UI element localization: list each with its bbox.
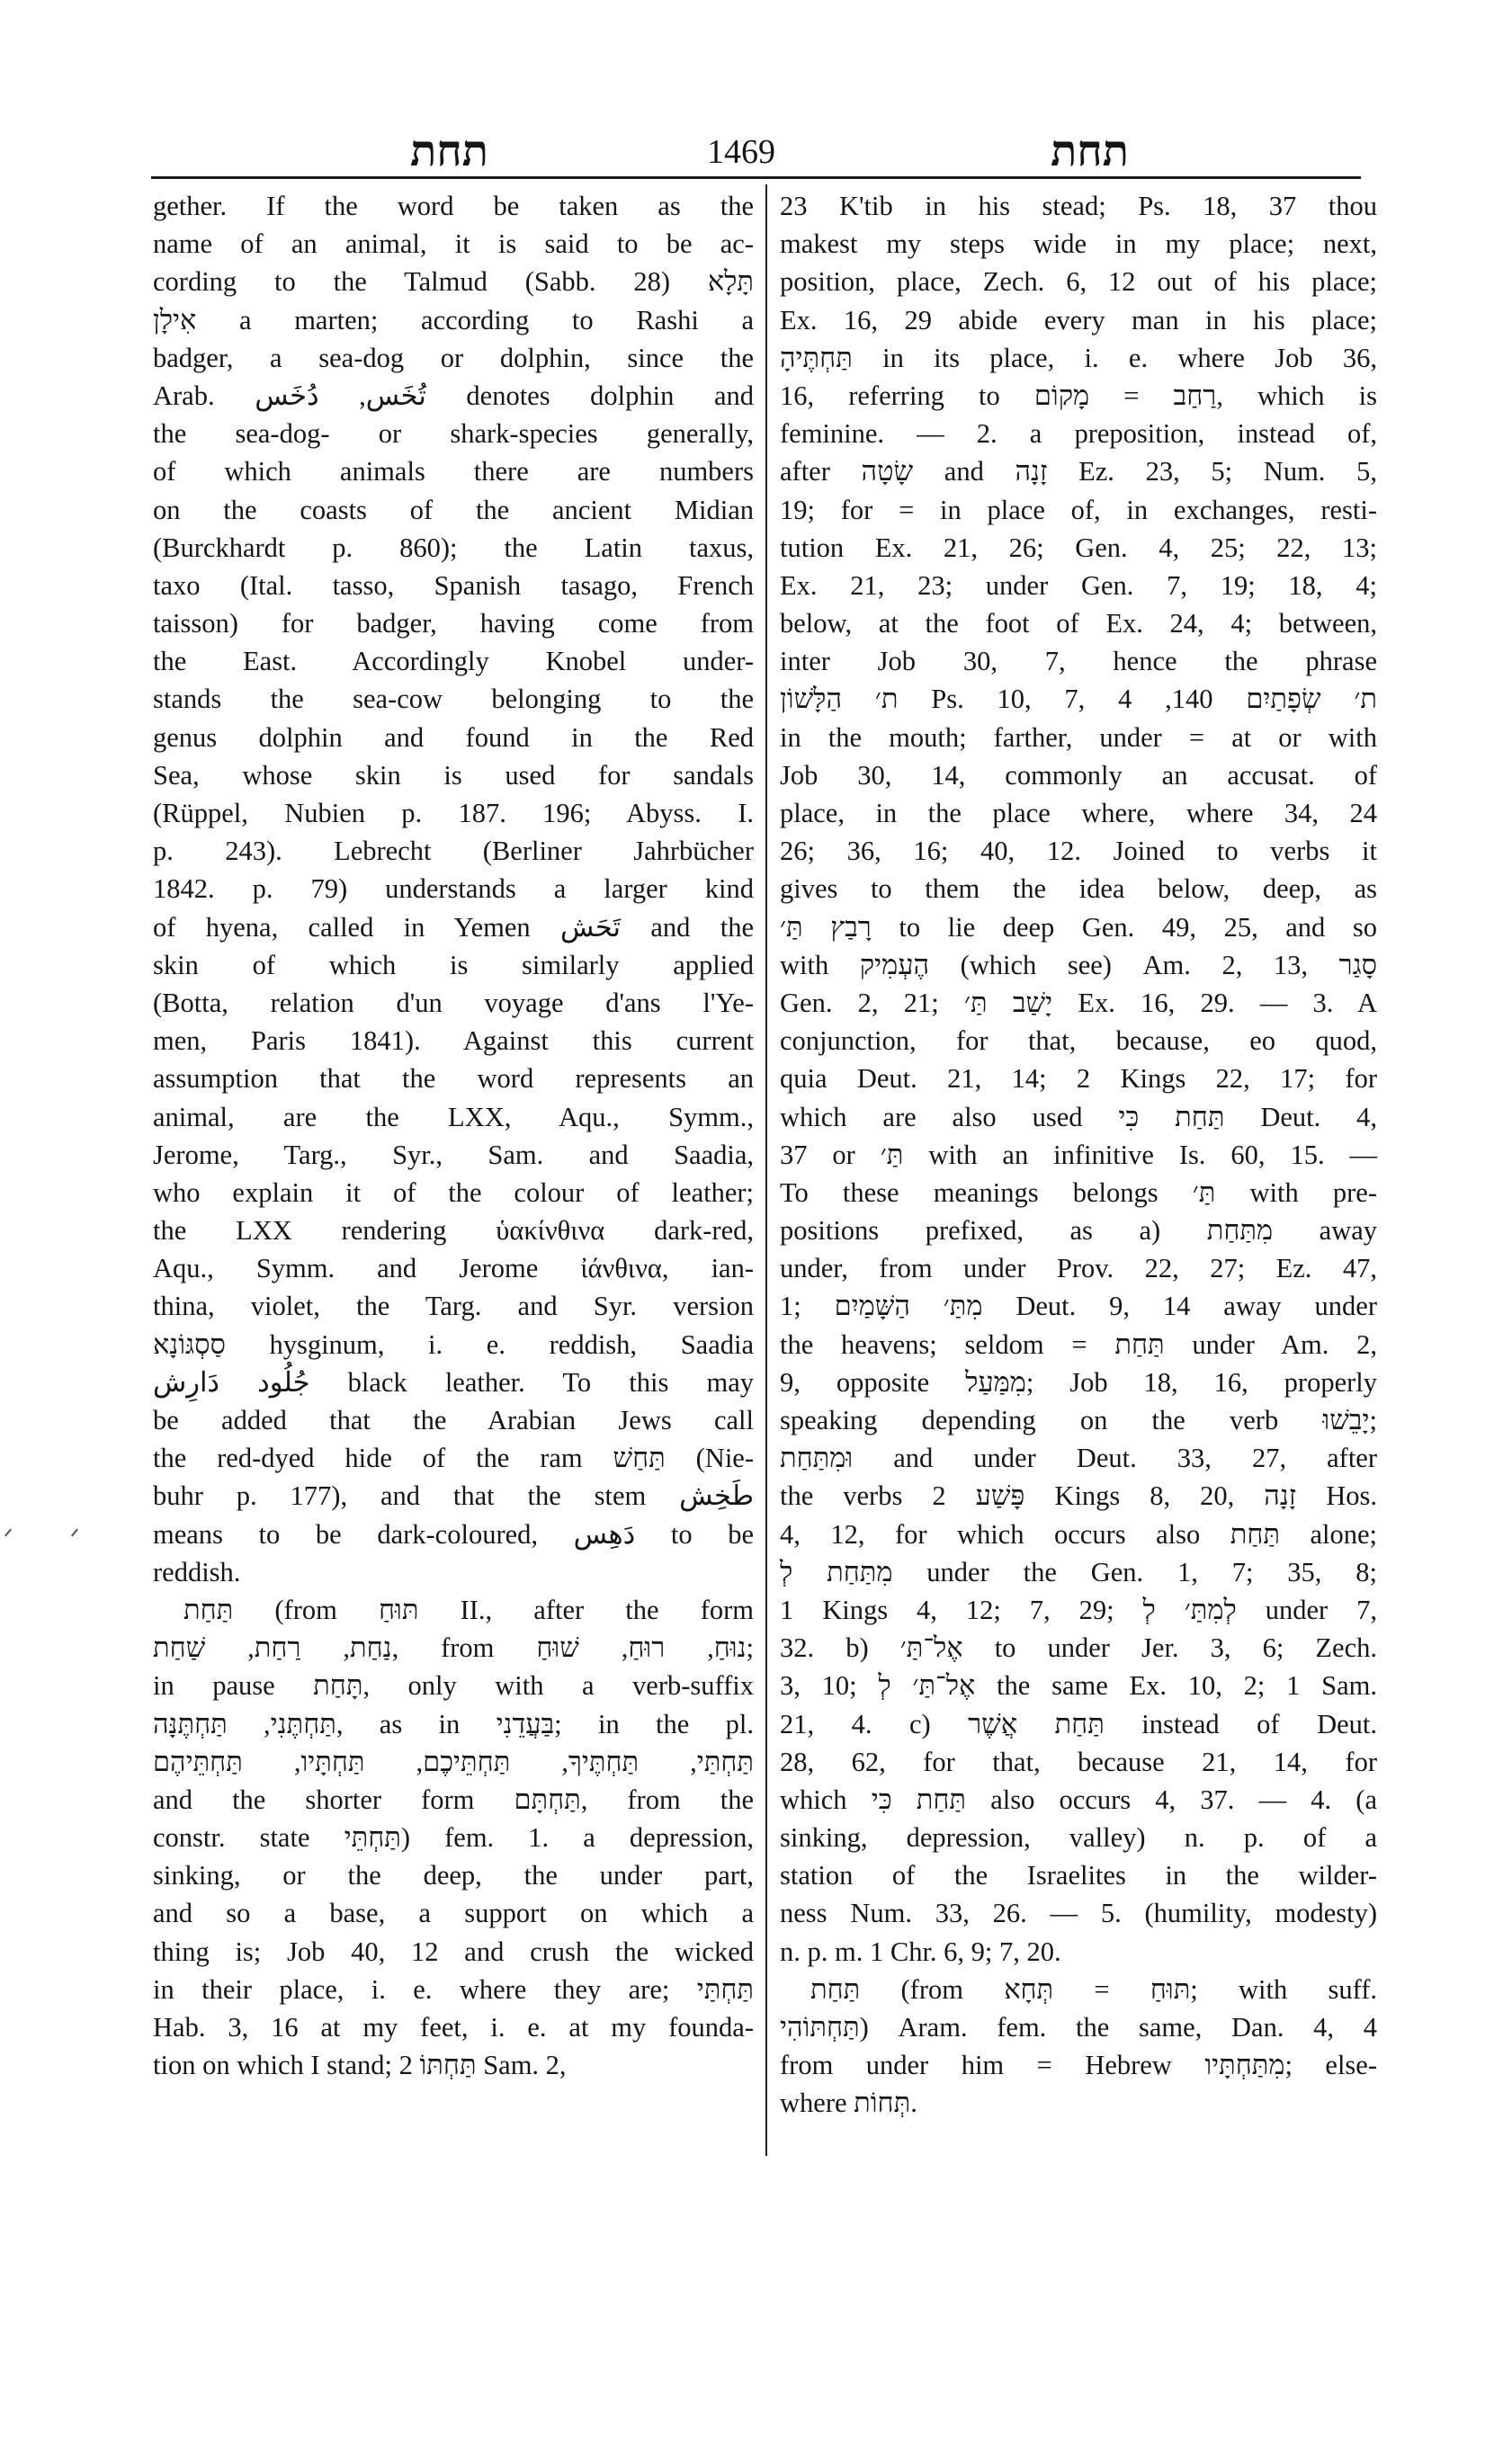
text-line: תַּחְתַּי, תַּחְתֶּיךָ, תַּחְתֵּיכֶם, תַּחְתָּיו, תַּחְתֵּיהֶם — [153, 1746, 754, 1777]
text-line: Jerome, Targ., Syr., Sam. and Saadia, — [153, 1139, 754, 1170]
text-line: Aqu., Symm. and Jerome ἰάνθινα, ian- — [153, 1253, 754, 1284]
text-line: station of the Israelites in the wilder- — [780, 1860, 1377, 1891]
text-line: of hyena, called in Yemen تَحَش and the — [153, 911, 754, 943]
text-line: 28, 62, for that, because 21, 14, for — [780, 1746, 1377, 1777]
text-line: genus dolphin and found in the Red — [153, 721, 754, 753]
text-line: Gen. 2, 21; יָשַׁב תַּ׳ Ex. 16, 29. — 3. A — [780, 987, 1377, 1018]
text-line: tution Ex. 21, 26; Gen. 4, 25; 22, 13; — [780, 532, 1377, 563]
text-line: inter Job 30, 7, hence the phrase — [780, 646, 1377, 677]
text-line: gether. If the word be taken as the — [153, 191, 754, 221]
page-header — [142, 126, 1365, 180]
text-line: Hab. 3, 16 at my feet, i. e. at my founda- — [153, 2012, 754, 2043]
text-line: the red-dyed hide of the ram תַּחַשׁ (Nie- — [153, 1443, 754, 1474]
running-head-left: תחת — [410, 126, 488, 176]
text-line: جُلُود دَارِش black leather. To this may — [153, 1366, 754, 1398]
text-line: 37 or תַּ׳ with an infinitive Is. 60, 15. — — [780, 1139, 1377, 1170]
scan-speck — [71, 1529, 78, 1537]
right-column — [780, 187, 1377, 2123]
text-line: and the shorter form תַּחְתָּם, from the — [153, 1784, 754, 1815]
text-line: 21, 4. c) תַּחַת אֲשֶׁר instead of Deut. — [780, 1708, 1377, 1739]
header-rule — [151, 176, 1361, 179]
text-line: אִילָן a marten; according to Rashi a — [153, 304, 754, 335]
text-line: ת׳ הַלָּשׁוֹן Ps. 10, 7, ת׳ שְׂפָתַיִם 140, 4 — [780, 684, 1377, 715]
text-line: men, Paris 1841). Against this current — [153, 1025, 754, 1057]
text-line: תַּחְתֶּיהָ in its place, i. e. where Job 36, — [780, 342, 1377, 373]
text-line: place, in the place where, where 34, 24 — [780, 798, 1377, 828]
text-line: where תְּחוֹת. — [780, 2088, 917, 2119]
text-line: thing is; Job 40, 12 and crush the wicked — [153, 1936, 754, 1967]
text-line: with הֶעְמִיק (which see) Am. 2, 13, סָגַר — [780, 949, 1377, 980]
text-line: positions prefixed, as a) מִתַּחַת away — [780, 1215, 1378, 1247]
scan-speck — [4, 1529, 12, 1537]
text-line: badger, a sea-dog or dolphin, since the — [153, 342, 754, 373]
text-line: Ex. 16, 29 abide every man in his place; — [780, 304, 1377, 335]
text-line: animal, are the LXX, Aqu., Symm., — [153, 1101, 754, 1132]
running-head-right: תחת — [1051, 126, 1129, 176]
text-line: 9, opposite מִמַּעַל; Job 18, 16, properly — [780, 1366, 1378, 1398]
text-line: To these meanings belongs תַּ׳ with pre- — [780, 1176, 1377, 1208]
text-line: (Rüppel, Nubien p. 187. 196; Abyss. I. — [153, 798, 754, 828]
text-line: which תַּחַת כִּי also occurs 4, 37. — 4. (a — [780, 1784, 1377, 1815]
text-line: 1842. p. 79) understands a larger kind — [153, 873, 754, 905]
text-line: Arab. تُخَس, دُخَس denotes dolphin and — [153, 380, 754, 411]
text-line: in their place, i. e. where they are; תַּחְתַּי — [153, 1973, 754, 2005]
text-line: 4, 12, for which occurs also תַּחַת alone; — [780, 1518, 1377, 1550]
text-line: תַּחְתֶּנִי, תַּחְתֶּנָּה, as in בַּעֲדֵנִי; in the pl. — [153, 1708, 754, 1739]
text-line: and so a base, a support on which a — [153, 1898, 754, 1929]
text-line: cording to the Talmud (Sabb. 28) תָּלָא — [153, 266, 754, 298]
text-line: סַסְגּוֹנָא hysginum, i. e. reddish, Saadia — [153, 1328, 754, 1360]
text-line: taisson) for badger, having come from — [153, 608, 754, 639]
text-line: the LXX rendering ὑακίνθινα dark-red, — [153, 1215, 754, 1247]
text-line: stands the sea-cow belonging to the — [153, 684, 754, 715]
text-line: below, at the foot of Ex. 24, 4; between, — [780, 608, 1377, 639]
text-line: skin of which is similarly applied — [153, 949, 754, 980]
text-line: feminine. — 2. a preposition, instead of, — [780, 418, 1377, 450]
text-line: (Botta, relation d'un voyage d'ans l'Ye- — [153, 987, 754, 1018]
text-line: Job 30, 14, commonly an accusat. of — [780, 759, 1377, 791]
text-line: name of an animal, it is said to be ac- — [153, 228, 754, 260]
text-line: תַּחַת (from תּוּחַ = תְּחָא; with suff. — [810, 1973, 1377, 2005]
text-line: sinking, depression, valley) n. p. of a — [780, 1822, 1377, 1854]
text-line: conjunction, for that, because, eo quod, — [780, 1025, 1377, 1057]
text-line: 19; for = in place of, in exchanges, resti- — [780, 494, 1377, 525]
text-line: sinking, or the deep, the under part, — [153, 1860, 754, 1891]
text-line: 32. b) אֶל־תַּ׳ to under Jer. 3, 6; Zech. — [780, 1632, 1377, 1664]
text-line: 1 Kings 4, 12; 7, 29; לְמִתַּ׳ לְ under 7, — [780, 1594, 1377, 1625]
text-line: 1; מִתַּ׳ הַשָּׁמַיִם Deut. 9, 14 away under — [780, 1291, 1377, 1322]
text-line: who explain it of the colour of leather; — [153, 1176, 754, 1208]
text-line: after שָׂטָה and זָנָה Ez. 23, 5; Num. 5, — [780, 456, 1377, 487]
text-line: on the coasts of the ancient Midian — [153, 494, 754, 525]
text-line: position, place, Zech. 6, 12 out of his place; — [780, 266, 1377, 298]
text-line: under, from under Prov. 22, 27; Ez. 47, — [780, 1253, 1377, 1284]
text-line: from under him = Hebrew מִתַּחְתָּיו; else- — [780, 2050, 1377, 2081]
text-line: the East. Accordingly Knobel under- — [153, 646, 754, 677]
text-line: buhr p. 177), and that the stem طَخِش — [153, 1480, 754, 1512]
text-line: means to be dark-coloured, دَهِس to be — [153, 1518, 754, 1550]
text-line: 3, 10; אֶל־תַּ׳ לְ the same Ex. 10, 2; 1 Sam. — [780, 1670, 1377, 1702]
text-line: וּמִתַּחַת and under Deut. 33, 27, after — [780, 1443, 1377, 1474]
text-line: of which animals there are numbers — [153, 456, 754, 487]
page-number: 1469 — [707, 133, 775, 171]
text-line: the verbs פָּשַׁע 2 Kings 8, 20, זָנָה Hos. — [780, 1480, 1378, 1512]
left-column — [153, 187, 754, 2084]
text-line: reddish. — [153, 1556, 241, 1587]
text-line: ness Num. 33, 26. — 5. (humility, modesty) — [780, 1898, 1377, 1929]
text-line: the sea-dog- or shark-species generally, — [153, 418, 754, 450]
text-line: Sea, whose skin is used for sandals — [153, 759, 754, 791]
text-line: תַּחְתּוֹהִי) Aram. fem. the same, Dan. 4, 4 — [780, 2012, 1377, 2043]
text-line: taxo (Ital. tasso, Spanish tasago, French — [153, 569, 754, 601]
column-divider — [765, 184, 767, 2156]
text-line: in the mouth; farther, under = at or with — [780, 721, 1377, 753]
text-line: (Burckhardt p. 860); the Latin taxus, — [153, 532, 754, 563]
text-line: constr. state תַּחְתֵּי) fem. 1. a depression, — [153, 1822, 754, 1854]
text-line: תַּחַת (from תּוּחַ II., after the form — [183, 1594, 754, 1625]
text-line: gives to them the idea below, deep, as — [780, 873, 1377, 905]
text-line: in pause תָּחַת, only with a verb-suffix — [153, 1670, 754, 1702]
text-line: speaking depending on the verb יָבֵשׁוּ; — [780, 1405, 1377, 1435]
text-line: thina, violet, the Targ. and Syr. version — [153, 1291, 754, 1322]
text-line: רָבַץ תַּ׳ to lie deep Gen. 49, 25, and so — [780, 911, 1377, 943]
text-line: quia Deut. 21, 14; 2 Kings 22, 17; for — [780, 1063, 1377, 1095]
text-line: 26; 36, 16; 40, 12. Joined to verbs it — [780, 836, 1377, 867]
text-line: מִתַּחַת לְ under the Gen. 1, 7; 35, 8; — [780, 1556, 1377, 1587]
text-line: Ex. 21, 23; under Gen. 7, 19; 18, 4; — [780, 569, 1377, 601]
text-line: p. 243). Lebrecht (Berliner Jahrbücher — [153, 836, 754, 867]
text-line: be added that the Arabian Jews call — [153, 1405, 754, 1435]
text-line: נַחַת, רַחַת, שַׁחַת, from נוּחַ, רוּחַ, שׁוּחַ; — [153, 1632, 754, 1664]
text-line: n. p. m. 1 Chr. 6, 9; 7, 20. — [780, 1936, 1061, 1967]
text-line: 23 K'tib in his stead; Ps. 18, 37 thou — [780, 191, 1377, 221]
text-line: assumption that the word represents an — [153, 1063, 754, 1095]
text-line: which are also used תַּחַת כִּי Deut. 4, — [780, 1101, 1377, 1132]
text-line: 16, referring to רַחַב = מָקוֹם, which is — [780, 380, 1377, 411]
text-line: makest my steps wide in my place; next, — [780, 228, 1377, 260]
text-line: the heavens; seldom = תַּחַת under Am. 2, — [780, 1328, 1377, 1360]
text-line: tion on which I stand; תַּחְתּוֹ 2 Sam. 2, — [153, 2050, 567, 2081]
